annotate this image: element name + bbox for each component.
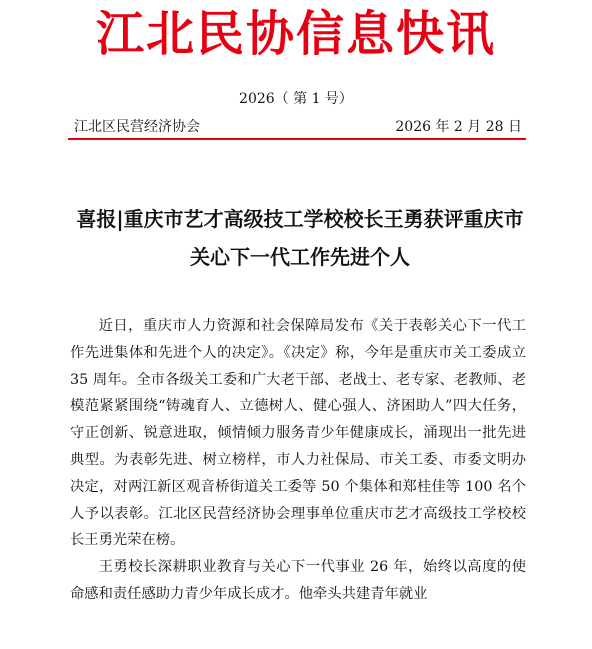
article-body: [70, 313, 526, 608]
article-paragraph: 王勇校长深耕职业教育与关心下一代事业 26 年，始终以高度的使命感和责任感助力青少年成长成才。他牵头共建青年就业: [70, 559, 526, 602]
publication-date: 2026 年 2 月 28 日: [395, 119, 522, 135]
masthead-title: 江北民协信息快讯: [95, 6, 496, 62]
publication-meta: [74, 117, 522, 137]
header-divider: [68, 138, 526, 140]
article-paragraph: 近日，重庆市人力资源和社会保障局发布《关于表彰关心下一代工作先进集体和先进个人的决定》。《决定》称，今年是重庆市关工委成立 35 周年。全市各级关工委和广大老干部、老战士、老专家、老教师、老模范紧紧围绕“铸魂育人、立德树人、健心强人、济困助人”四大任务，守正创新、锐意进取，倾情倾力服务青少年健康成长，涌现出一批先进典型。为表彰先进、树立榜样，市人力社保局、市关工委、市委文明办决定，对两江新区观音桥街道关工委等 50 个集体和郑桂佳等 100 名个人予以表彰。江北区民营经济协会理事单位重庆市艺才高级技工学校校长王勇光荣在榜。: [70, 318, 526, 549]
publisher-name: 江北区民营经济协会: [74, 119, 200, 135]
issue-number: 2026（ 第 1 号）: [239, 91, 353, 107]
article-headline: 喜报|重庆市艺才高级技工学校校长王勇获评重庆市关心下一代工作先进个人: [76, 207, 524, 269]
